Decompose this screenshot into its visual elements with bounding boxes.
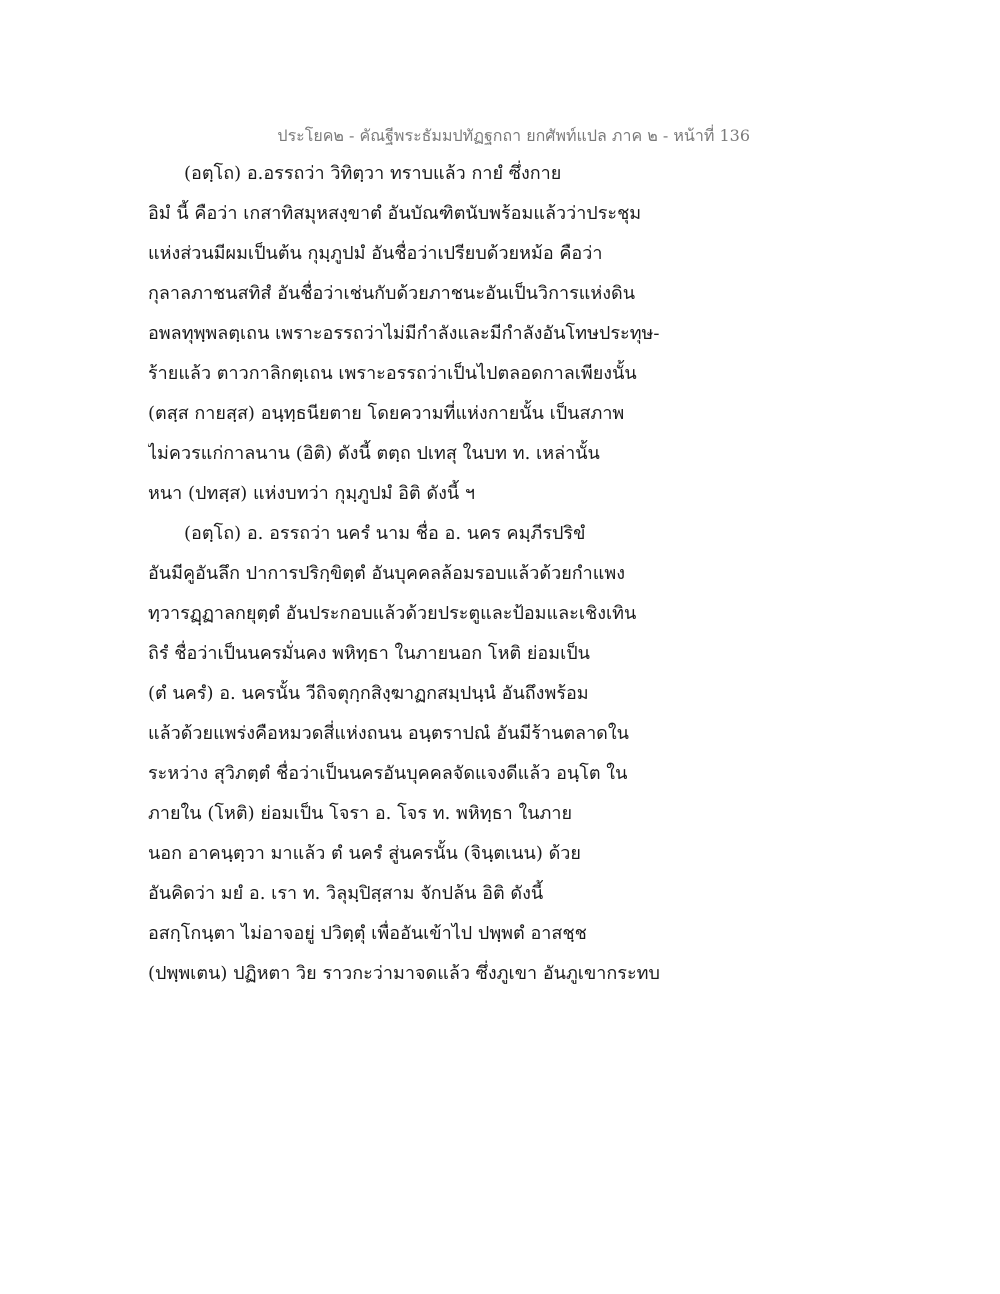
text-line: แห่งส่วนมีผมเป็นต้น กุมฺภูปมํ อันชื่อว่าเปรียบด้วยหม้อ คือว่า [148, 243, 603, 264]
text-line: (ปพฺพเตน) ปฏิหตา วิย ราวกะว่ามาจดแล้ว ซึ่งภูเขา อันภูเขากระทบ [148, 963, 660, 984]
text-line: (ตํ นครํ) อ. นครนั้น วีถิจตุกฺกสิงฺฆาฏกสมฺปนฺนํ อันถึงพร้อม [148, 683, 589, 704]
text-line: อพลทุพฺพลตฺเถน เพราะอรรถว่าไม่มีกำลังและมีกำลังอันโทษประทุษ- [148, 323, 660, 344]
text-line: กุลาลภาชนสทิสํ อันชื่อว่าเช่นกับด้วยภาชนะอันเป็นวิการแห่งดิน [148, 283, 636, 304]
text-line: อันมีคูอันลึก ปาการปริกฺขิตฺตํ อันบุคคลล้อมรอบแล้วด้วยกำแพง [148, 563, 625, 584]
text-line: (อตฺโถ) อ. อรรถว่า นครํ นาม ชื่อ อ. นคร คมฺภีรปริขํ [184, 523, 586, 544]
text-line: ไม่ควรแก่กาลนาน (อิติ) ดังนี้ ตตฺถ ปเทสุ ในบท ท. เหล่านั้น [148, 443, 600, 464]
text-line: ถิรํ ชื่อว่าเป็นนครมั่นคง พหิทฺธา ในภายนอก โหติ ย่อมเป็น [148, 643, 590, 664]
text-line: ภายใน (โหติ) ย่อมเป็น โจรา อ. โจร ท. พหิทฺธา ในภาย [148, 803, 573, 824]
paragraph-2 [148, 514, 708, 994]
text-line: อิมํ นี้ คือว่า เกสาทิสมุหสงฺขาตํ อันบัณฑิตนับพร้อมแล้วว่าประชุม [148, 203, 642, 224]
text-line: อันคิดว่า มยํ อ. เรา ท. วิลุมฺปิสฺสาม จักปล้น อิติ ดังนี้ [148, 883, 544, 904]
text-line: ระหว่าง สุวิภตฺตํ ชื่อว่าเป็นนครอันบุคคลจัดแจงดีแล้ว อนฺโต ใน [148, 763, 628, 784]
text-line: (ตสฺส กายสฺส) อนฺทฺธนียตาย โดยความที่แห่งกายนั้น เป็นสภาพ [148, 403, 625, 424]
text-line: ร้ายแล้ว ตาวกาลิกตฺเถน เพราะอรรถว่าเป็นไปตลอดกาลเพียงนั้น [148, 363, 637, 384]
text-line: แล้วด้วยแพร่งคือหมวดสี่แห่งถนน อนฺตราปณํ อันมีร้านตลาดใน [148, 723, 629, 744]
text-line: อสกฺโกนฺตา ไม่อาจอยู่ ปวิตฺตุํ เพื่ออันเข้าไป ปพฺพตํ อาสชฺช [148, 923, 587, 944]
text-line: หนา (ปทสฺส) แห่งบทว่า กุมฺภูปมํ อิติ ดังนี้ ฯ [148, 483, 475, 504]
page-header: ประโยค๒ - คัณฐีพระธัมมปทัฏฐกถา ยกศัพท์แปล ภาค ๒ - หน้าที่ 136 [277, 126, 750, 145]
text-line: ทฺวารฏฺฏาลกยุตฺตํ อันประกอบแล้วด้วยประตูและป้อมและเชิงเทิน [148, 603, 637, 624]
body-text [148, 154, 708, 994]
paragraph-1 [148, 154, 708, 514]
text-line: (อตฺโถ) อ.อรรถว่า วิทิตฺวา ทราบแล้ว กายํ ซึ่งกาย [184, 163, 562, 184]
text-line: นอก อาคนฺตฺวา มาแล้ว ตํ นครํ สู่นครนั้น (จินฺตเนน) ด้วย [148, 843, 581, 864]
